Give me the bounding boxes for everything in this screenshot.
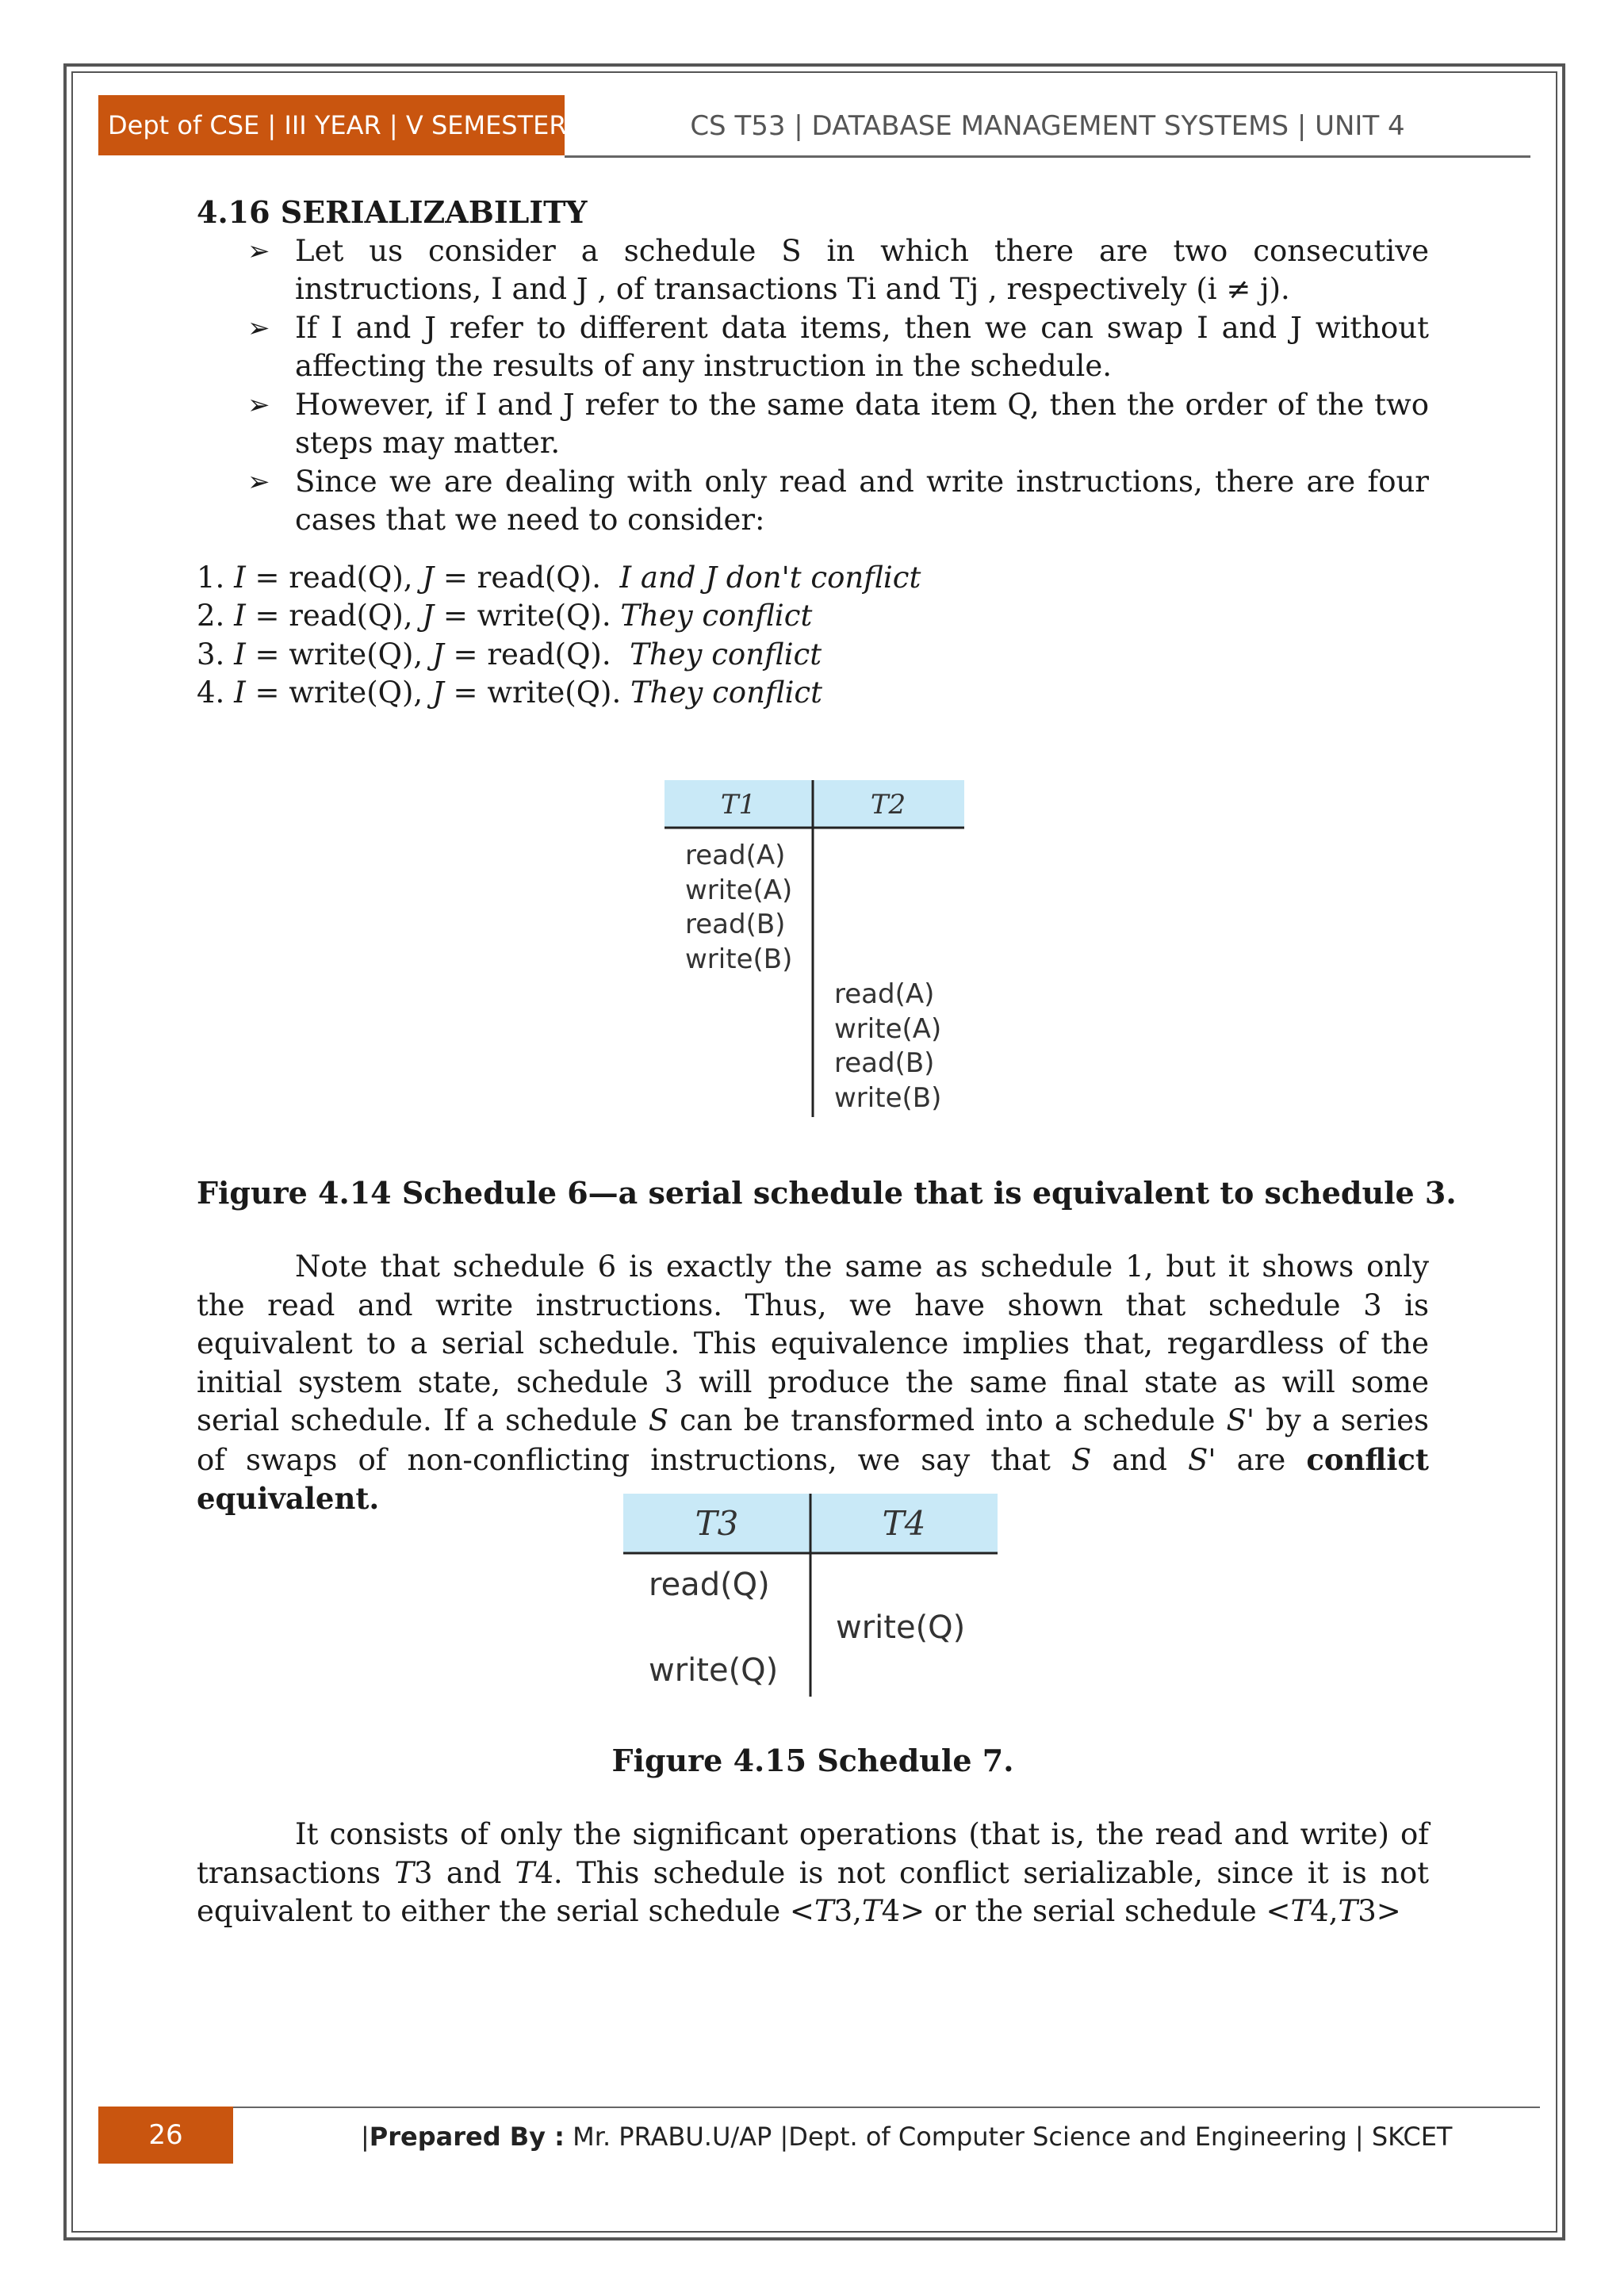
bullet-item <box>247 309 1429 386</box>
header-department-badge: Dept of CSE | III YEAR | V SEMESTER <box>98 95 565 155</box>
bullet-text: Since we are dealing with only read and write instructions, there are four cases that we need to consider: <box>295 464 1429 537</box>
header-rule <box>565 155 1530 158</box>
arrow-bullet-icon: ➢ <box>247 235 270 267</box>
t2-operation: read(B) <box>834 1047 935 1079</box>
header-course-title: CS T53 | DATABASE MANAGEMENT SYSTEMS | UNIT 4 <box>690 110 1405 142</box>
bullet-text: Let us consider a schedule S in which there are two consecutive instructions, I and J , of transactions Ti and Tj , respectively (i ≠ j). <box>295 233 1429 306</box>
t2-operation: read(A) <box>834 978 935 1010</box>
figure-4-15-caption: Figure 4.15 Schedule 7. <box>611 1743 1014 1778</box>
bullet-item <box>247 463 1429 540</box>
t3-operation: write(Q) <box>649 1652 779 1689</box>
paragraph-not-serializable: It consists of only the significant operations (that is, the read and write) of transactions T3 and T4. This schedule is not conflict serializable, since it is not equivalent to either the serial schedule <T3,T4> or the serial schedule <T4,T3> <box>197 1817 1429 1928</box>
bullet-item <box>247 232 1429 309</box>
column-header-t2: T2 <box>870 789 906 821</box>
column-header-t4: T4 <box>882 1504 926 1543</box>
arrow-bullet-icon: ➢ <box>247 312 270 344</box>
t2-operation: write(A) <box>834 1013 942 1045</box>
column-header-t1: T1 <box>720 789 756 821</box>
page-number: 26 <box>98 2107 233 2164</box>
footer-credit: |Prepared By : Mr. PRABU.U/AP |Dept. of Computer Science and Engineering | SKCET <box>361 2122 1453 2152</box>
case-item: 4. I = write(Q), J = write(Q). They conflict <box>197 675 822 710</box>
t3-operation: read(Q) <box>649 1567 770 1603</box>
figure-4-14-caption: Figure 4.14 Schedule 6—a serial schedule that is equivalent to schedule 3. <box>197 1175 1457 1211</box>
paragraph-conflict-equivalence: Note that schedule 6 is exactly the same as schedule 1, but it shows only the read and write instructions. Thus, we have shown that schedule 3 is equivalent to a serial schedule. This equivalence implies that, regardless of the initial system state, schedule 3 will produce the same final state as will some serial schedule. If a schedule S can be transformed into a schedule S' by a series of swaps of non-conflicting instructions, we say that S and S' are conflict equivalent. <box>197 1249 1429 1516</box>
bullet-list <box>197 232 1429 540</box>
t1-operation: read(A) <box>685 840 786 871</box>
case-item: 3. I = write(Q), J = read(Q). They conflict <box>197 637 822 672</box>
schedule-7-table <box>623 1494 999 1700</box>
bullet-text: However, if I and J refer to the same data item Q, then the order of the two steps may matter. <box>295 387 1429 460</box>
t4-operation: write(Q) <box>836 1609 966 1646</box>
t1-operation: write(B) <box>685 943 793 975</box>
bullet-text: If I and J refer to different data items, then we can swap I and J without affecting the results of any instruction in the schedule. <box>295 310 1429 383</box>
case-item: 2. I = read(Q), J = write(Q). They conflict <box>197 599 813 633</box>
footer-rule <box>98 2107 1540 2108</box>
bullet-item <box>247 386 1429 463</box>
arrow-bullet-icon: ➢ <box>247 465 270 498</box>
schedule-6-table <box>665 780 966 1121</box>
section-title: 4.16 SERIALIZABILITY <box>197 194 588 230</box>
table-header-bg <box>665 780 964 828</box>
case-item: 1. I = read(Q), J = read(Q). I and J don't conflict <box>197 560 921 595</box>
t1-operation: read(B) <box>685 909 786 940</box>
column-header-t3: T3 <box>695 1504 739 1543</box>
t1-operation: write(A) <box>685 874 793 906</box>
t2-operation: write(B) <box>834 1082 942 1114</box>
arrow-bullet-icon: ➢ <box>247 388 270 421</box>
conflict-cases-list <box>197 559 1429 713</box>
section-content <box>197 193 1429 713</box>
